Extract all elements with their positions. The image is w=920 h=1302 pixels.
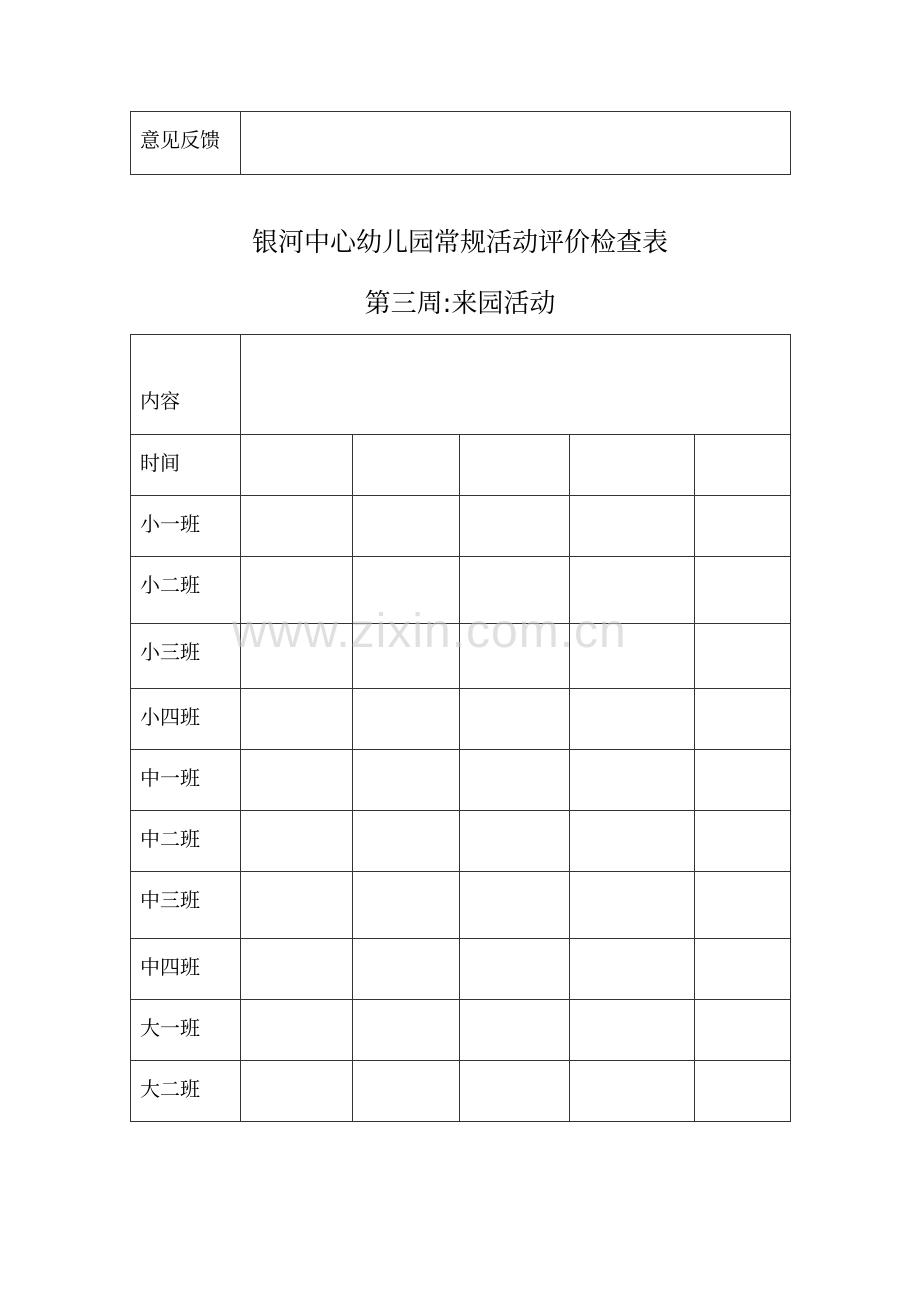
score-cell[interactable] bbox=[460, 689, 570, 750]
class-label: 大一班 bbox=[131, 1000, 241, 1061]
score-cell[interactable] bbox=[570, 624, 695, 689]
time-cell[interactable] bbox=[241, 435, 353, 496]
score-cell[interactable] bbox=[695, 1000, 791, 1061]
score-cell[interactable] bbox=[570, 557, 695, 624]
score-cell[interactable] bbox=[241, 872, 353, 939]
time-label: 时间 bbox=[131, 435, 241, 496]
score-cell[interactable] bbox=[570, 811, 695, 872]
class-row bbox=[131, 750, 791, 811]
score-cell[interactable] bbox=[695, 750, 791, 811]
score-cell[interactable] bbox=[241, 811, 353, 872]
class-row bbox=[131, 624, 791, 689]
score-cell[interactable] bbox=[353, 750, 460, 811]
score-cell[interactable] bbox=[241, 689, 353, 750]
score-cell[interactable] bbox=[353, 872, 460, 939]
time-cell[interactable] bbox=[353, 435, 460, 496]
score-cell[interactable] bbox=[570, 939, 695, 1000]
score-cell[interactable] bbox=[570, 689, 695, 750]
page-title: 银河中心幼儿园常规活动评价检查表 bbox=[251, 228, 668, 258]
score-cell[interactable] bbox=[460, 939, 570, 1000]
score-cell[interactable] bbox=[353, 1061, 460, 1122]
class-label: 小三班 bbox=[131, 624, 241, 689]
class-label: 中四班 bbox=[131, 939, 241, 1000]
watermark: www.zixin.com.cn bbox=[232, 605, 627, 658]
time-cell[interactable] bbox=[460, 435, 570, 496]
score-cell[interactable] bbox=[695, 872, 791, 939]
score-cell[interactable] bbox=[460, 624, 570, 689]
class-row bbox=[131, 557, 791, 624]
score-cell[interactable] bbox=[460, 872, 570, 939]
score-cell[interactable] bbox=[353, 557, 460, 624]
page-subtitle: 第三周:来园活动 bbox=[364, 289, 556, 319]
class-label: 中二班 bbox=[131, 811, 241, 872]
score-cell[interactable] bbox=[353, 811, 460, 872]
class-row bbox=[131, 496, 791, 557]
content-label: 内容 bbox=[131, 335, 241, 435]
score-cell[interactable] bbox=[241, 496, 353, 557]
score-cell[interactable] bbox=[241, 750, 353, 811]
class-row bbox=[131, 1000, 791, 1061]
score-cell[interactable] bbox=[353, 496, 460, 557]
feedback-cell[interactable] bbox=[241, 112, 791, 175]
score-cell[interactable] bbox=[570, 750, 695, 811]
score-cell[interactable] bbox=[695, 811, 791, 872]
class-label: 小一班 bbox=[131, 496, 241, 557]
score-cell[interactable] bbox=[570, 496, 695, 557]
score-cell[interactable] bbox=[460, 1061, 570, 1122]
score-cell[interactable] bbox=[695, 557, 791, 624]
feedback-label: 意见反馈 bbox=[131, 112, 241, 175]
class-label: 中一班 bbox=[131, 750, 241, 811]
content-row bbox=[131, 335, 791, 435]
score-cell[interactable] bbox=[460, 750, 570, 811]
time-cell[interactable] bbox=[570, 435, 695, 496]
score-cell[interactable] bbox=[695, 496, 791, 557]
class-label: 中三班 bbox=[131, 872, 241, 939]
time-row bbox=[131, 435, 791, 496]
time-cell[interactable] bbox=[695, 435, 791, 496]
class-row bbox=[131, 1061, 791, 1122]
class-row bbox=[131, 939, 791, 1000]
class-label: 小二班 bbox=[131, 557, 241, 624]
score-cell[interactable] bbox=[695, 1061, 791, 1122]
class-label: 小四班 bbox=[131, 689, 241, 750]
score-cell[interactable] bbox=[353, 689, 460, 750]
content-cell[interactable] bbox=[241, 335, 791, 435]
score-cell[interactable] bbox=[241, 624, 353, 689]
score-cell[interactable] bbox=[353, 1000, 460, 1061]
score-cell[interactable] bbox=[241, 557, 353, 624]
score-cell[interactable] bbox=[241, 939, 353, 1000]
score-cell[interactable] bbox=[570, 872, 695, 939]
score-cell[interactable] bbox=[241, 1000, 353, 1061]
score-cell[interactable] bbox=[460, 811, 570, 872]
score-cell[interactable] bbox=[460, 557, 570, 624]
class-label: 大二班 bbox=[131, 1061, 241, 1122]
score-cell[interactable] bbox=[695, 939, 791, 1000]
class-row bbox=[131, 811, 791, 872]
score-cell[interactable] bbox=[570, 1000, 695, 1061]
checklist-table bbox=[130, 334, 791, 1122]
score-cell[interactable] bbox=[353, 624, 460, 689]
score-cell[interactable] bbox=[460, 496, 570, 557]
score-cell[interactable] bbox=[570, 1061, 695, 1122]
score-cell[interactable] bbox=[460, 1000, 570, 1061]
feedback-row bbox=[131, 112, 791, 175]
score-cell[interactable] bbox=[695, 624, 791, 689]
class-row bbox=[131, 872, 791, 939]
feedback-table bbox=[130, 111, 791, 175]
score-cell[interactable] bbox=[695, 689, 791, 750]
score-cell[interactable] bbox=[353, 939, 460, 1000]
class-row bbox=[131, 689, 791, 750]
score-cell[interactable] bbox=[241, 1061, 353, 1122]
